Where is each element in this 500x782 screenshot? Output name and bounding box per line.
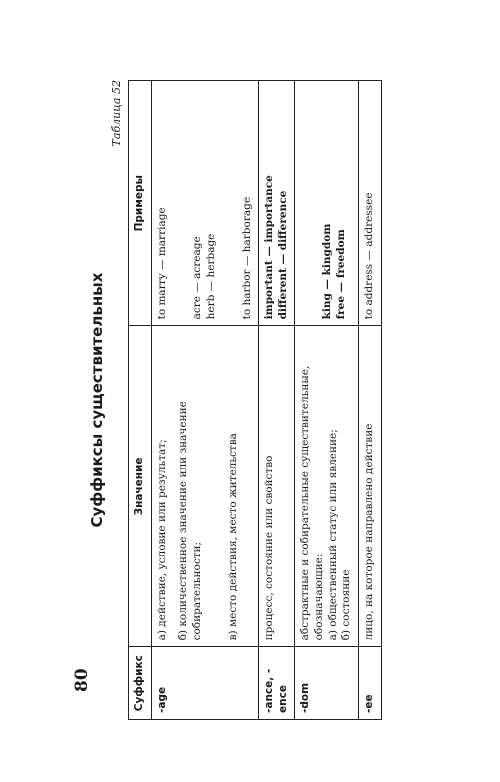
rotated-content <box>88 80 418 720</box>
examples-cell <box>295 81 359 326</box>
suffix-cell: -ee <box>359 647 382 720</box>
header-examples: Примеры <box>129 81 152 326</box>
examples-cell <box>359 81 382 326</box>
meaning-cell <box>151 326 259 647</box>
meaning-line: б) состояние <box>340 569 353 641</box>
example-line: herb — herbage <box>204 233 217 320</box>
table-row <box>295 81 359 720</box>
table-header-row <box>129 81 152 720</box>
example-line: king — kingdom <box>321 223 334 320</box>
header-suffix: Суффикс <box>129 647 152 720</box>
meaning-line: абстрактные и собирательные существительные, обозначающие: <box>299 365 326 641</box>
meaning-line: а) общественный статус или явление; <box>326 429 339 641</box>
example-line: to harbor — harborage <box>240 196 253 320</box>
example-line: different — difference <box>276 190 289 320</box>
examples-cell <box>259 81 295 326</box>
example-line: free — freedom <box>335 229 348 320</box>
example-line: important — importance <box>263 175 276 320</box>
example-line: to address — addressee <box>363 192 376 320</box>
suffix-cell: -dom <box>295 647 359 720</box>
examples-cell <box>151 81 259 326</box>
meaning-line: б) количественное значение или значение собирательности; <box>177 401 203 641</box>
table-row <box>359 81 382 720</box>
example-line: acre — acreage <box>191 236 204 320</box>
meaning-cell <box>359 326 382 647</box>
meaning-line: а) действие, условие или результат; <box>155 439 168 641</box>
header-meaning: Значение <box>129 326 152 647</box>
suffix-cell: -age <box>151 647 259 720</box>
table-caption: Таблица 52 <box>110 80 123 147</box>
table-row <box>151 81 259 720</box>
example-line: to marry — marriage <box>155 207 168 320</box>
meaning-cell <box>259 326 295 647</box>
suffix-cell: -ance, -ence <box>259 647 295 720</box>
page-number: 80 <box>72 668 92 692</box>
section-title: Суффиксы существительных <box>88 272 106 528</box>
meaning-line: процесс, состояние или свойство <box>263 455 276 641</box>
table-row <box>259 81 295 720</box>
meaning-line: в) место действия, место жительства <box>226 433 239 641</box>
meaning-line: лицо, на которое направлено действие <box>363 423 376 641</box>
meaning-cell <box>295 326 359 647</box>
suffix-table <box>128 80 382 720</box>
